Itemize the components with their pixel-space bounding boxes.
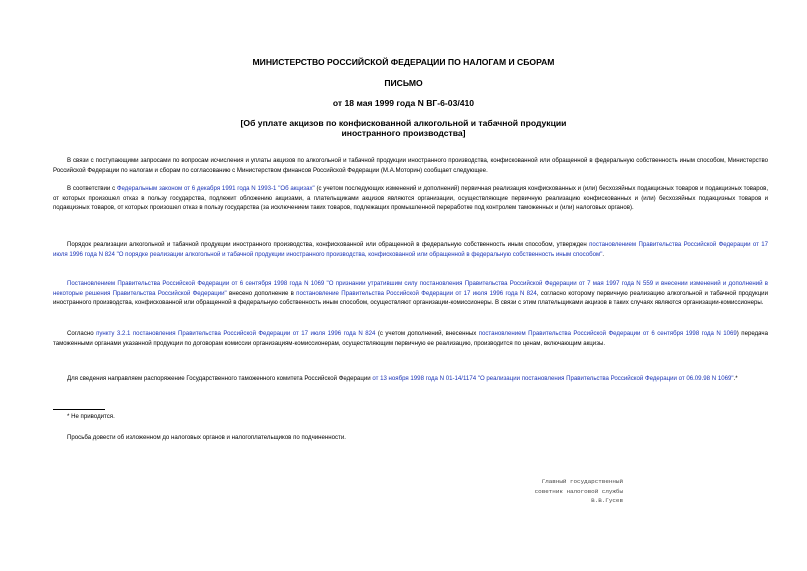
paragraph-4-text-a: внесено дополнение в: [226, 289, 297, 297]
paragraph-3: [53, 240, 768, 259]
signature-block: [505, 477, 623, 506]
paragraph-request: Просьба довести об изложенном до налоговых органов и налогоплательщиков по подчиненности.: [67, 434, 346, 441]
link-resolution-824[interactable]: постановлением Правительства Российской Федерации от 17 июля 1996 года N 824 "О порядке реализации алкогольной и табачной продукции иностранного производства, конфискованной или обращенной в федеральную собственность иным способом": [53, 241, 768, 258]
paragraph-3-text-a: Порядок реализации алкогольной и табачной продукции иностранного производства, конфискованной или обращенной в федеральную собственность иным способом, утвержден: [67, 241, 590, 248]
footnote: * Не приводится.: [67, 413, 115, 420]
paragraph-5-text-c: ) передача таможенными органами указанной продукции по договорам комиссии организациям-комиссионерам, осуществляющим первичную ее реализацию, производится по ценам, включающим акцизы.: [53, 330, 768, 347]
paragraph-5: [53, 329, 768, 348]
link-federal-law-excise[interactable]: Федеральным законом от 6 декабря 1991 года N 1993-1 "Об акцизах": [116, 185, 315, 192]
paragraph-4: [53, 279, 768, 308]
link-clause-3-2-1[interactable]: пункту 3.2.1 постановления Правительства Российской Федерации от 17 июля 1996 года N 824: [96, 330, 376, 337]
paragraph-5-text-b: (с учетом дополнений, внесенных: [375, 330, 479, 337]
document-type: ПИСЬМО: [384, 78, 423, 88]
document-date-number: от 18 мая 1999 года N ВГ-6-03/410: [332, 98, 475, 108]
paragraph-6-text-a: Для сведения направляем распоряжение Государственного таможенного комитета Российской Федерации: [67, 375, 373, 382]
document-subject-line-1: [Об уплате акцизов по конфискованной алкогольной и табачной продукции: [240, 118, 567, 128]
link-resolution-824-amend[interactable]: постановление Правительства Российской Федерации от 17 июля 1996 года N 824: [296, 289, 537, 297]
document-subject-line-2: иностранного производства]: [341, 128, 466, 138]
signature-name: В.В.Гусев: [591, 497, 623, 505]
paragraph-3-text-b: .: [602, 250, 605, 258]
signature-title-1: Главный государственный: [541, 478, 623, 485]
paragraph-4-text-b: , согласно которому первичную реализацию алкогольной и табачной продукции иностранного производства, конфискованной или обращенной в федеральную собственность иным способом, осуществляют организации-комиссионеры. В связи с этим плательщиками акцизов в таких случаях являются организации-комиссионеры.: [53, 289, 768, 307]
footnote-divider: [53, 409, 105, 410]
paragraph-6-text-b: .*: [733, 375, 738, 382]
signature-title-2: советник налоговой службы: [534, 487, 623, 495]
link-resolution-1069-additions[interactable]: постановлением Правительства Российской Федерации от 6 сентября 1998 года N 1069: [478, 330, 737, 337]
ministry-title: МИНИСТЕРСТВО РОССИЙСКОЙ ФЕДЕРАЦИИ ПО НАЛОГАМ И СБОРАМ: [252, 57, 555, 67]
paragraph-2: [53, 184, 768, 213]
link-resolution-1069[interactable]: Постановлением Правительства Российской Федерации от 6 сентября 1998 года N 1069 "О признании утратившим силу постановления Правительства Российской Федерации от 7 мая 1997 года N 559 и внесении изменений и дополнений в некоторые решения Правительства Российской Федерации": [53, 280, 768, 297]
paragraph-5-text-a: Согласно: [67, 330, 97, 337]
paragraph-2-text-b: (с учетом последующих изменений и дополнений) первичная реализация конфискованных и (или) бесхозяйных подакцизных товаров и подакцизных товаров, от которых произошел отказ в пользу государства, подлежит обложению акцизами, а плательщиками акцизов являются организации, осуществляющие первичную реализацию конфискованных и (или) бесхозяйных подакцизных товаров и подакцизных товаров, от которых произошел отказ в пользу государства (за исключением таких товаров, подлежащих промышленной переработке под контролем таможенных и (или) налоговых органов).: [53, 185, 769, 212]
paragraph-1: В связи с поступающими запросами по вопросам исчисления и уплаты акцизов по алкогольной и табачной продукции иностранного производства, конфискованной или обращенной в федеральную собственность иным способом, Министерство Российской Федерации по налогам и сборам по согласованию с Министерством финансов Российской Федерации (М.А.Моторин) сообщает следующее.: [53, 157, 768, 174]
paragraph-2-text-a: В соответствии с: [67, 185, 117, 192]
paragraph-6: [53, 374, 768, 384]
link-customs-order[interactable]: от 13 ноября 1998 года N 01-14/1174 "О реализации постановления Правительства Российской Федерации от 06.09.98 N 1069": [372, 375, 734, 382]
